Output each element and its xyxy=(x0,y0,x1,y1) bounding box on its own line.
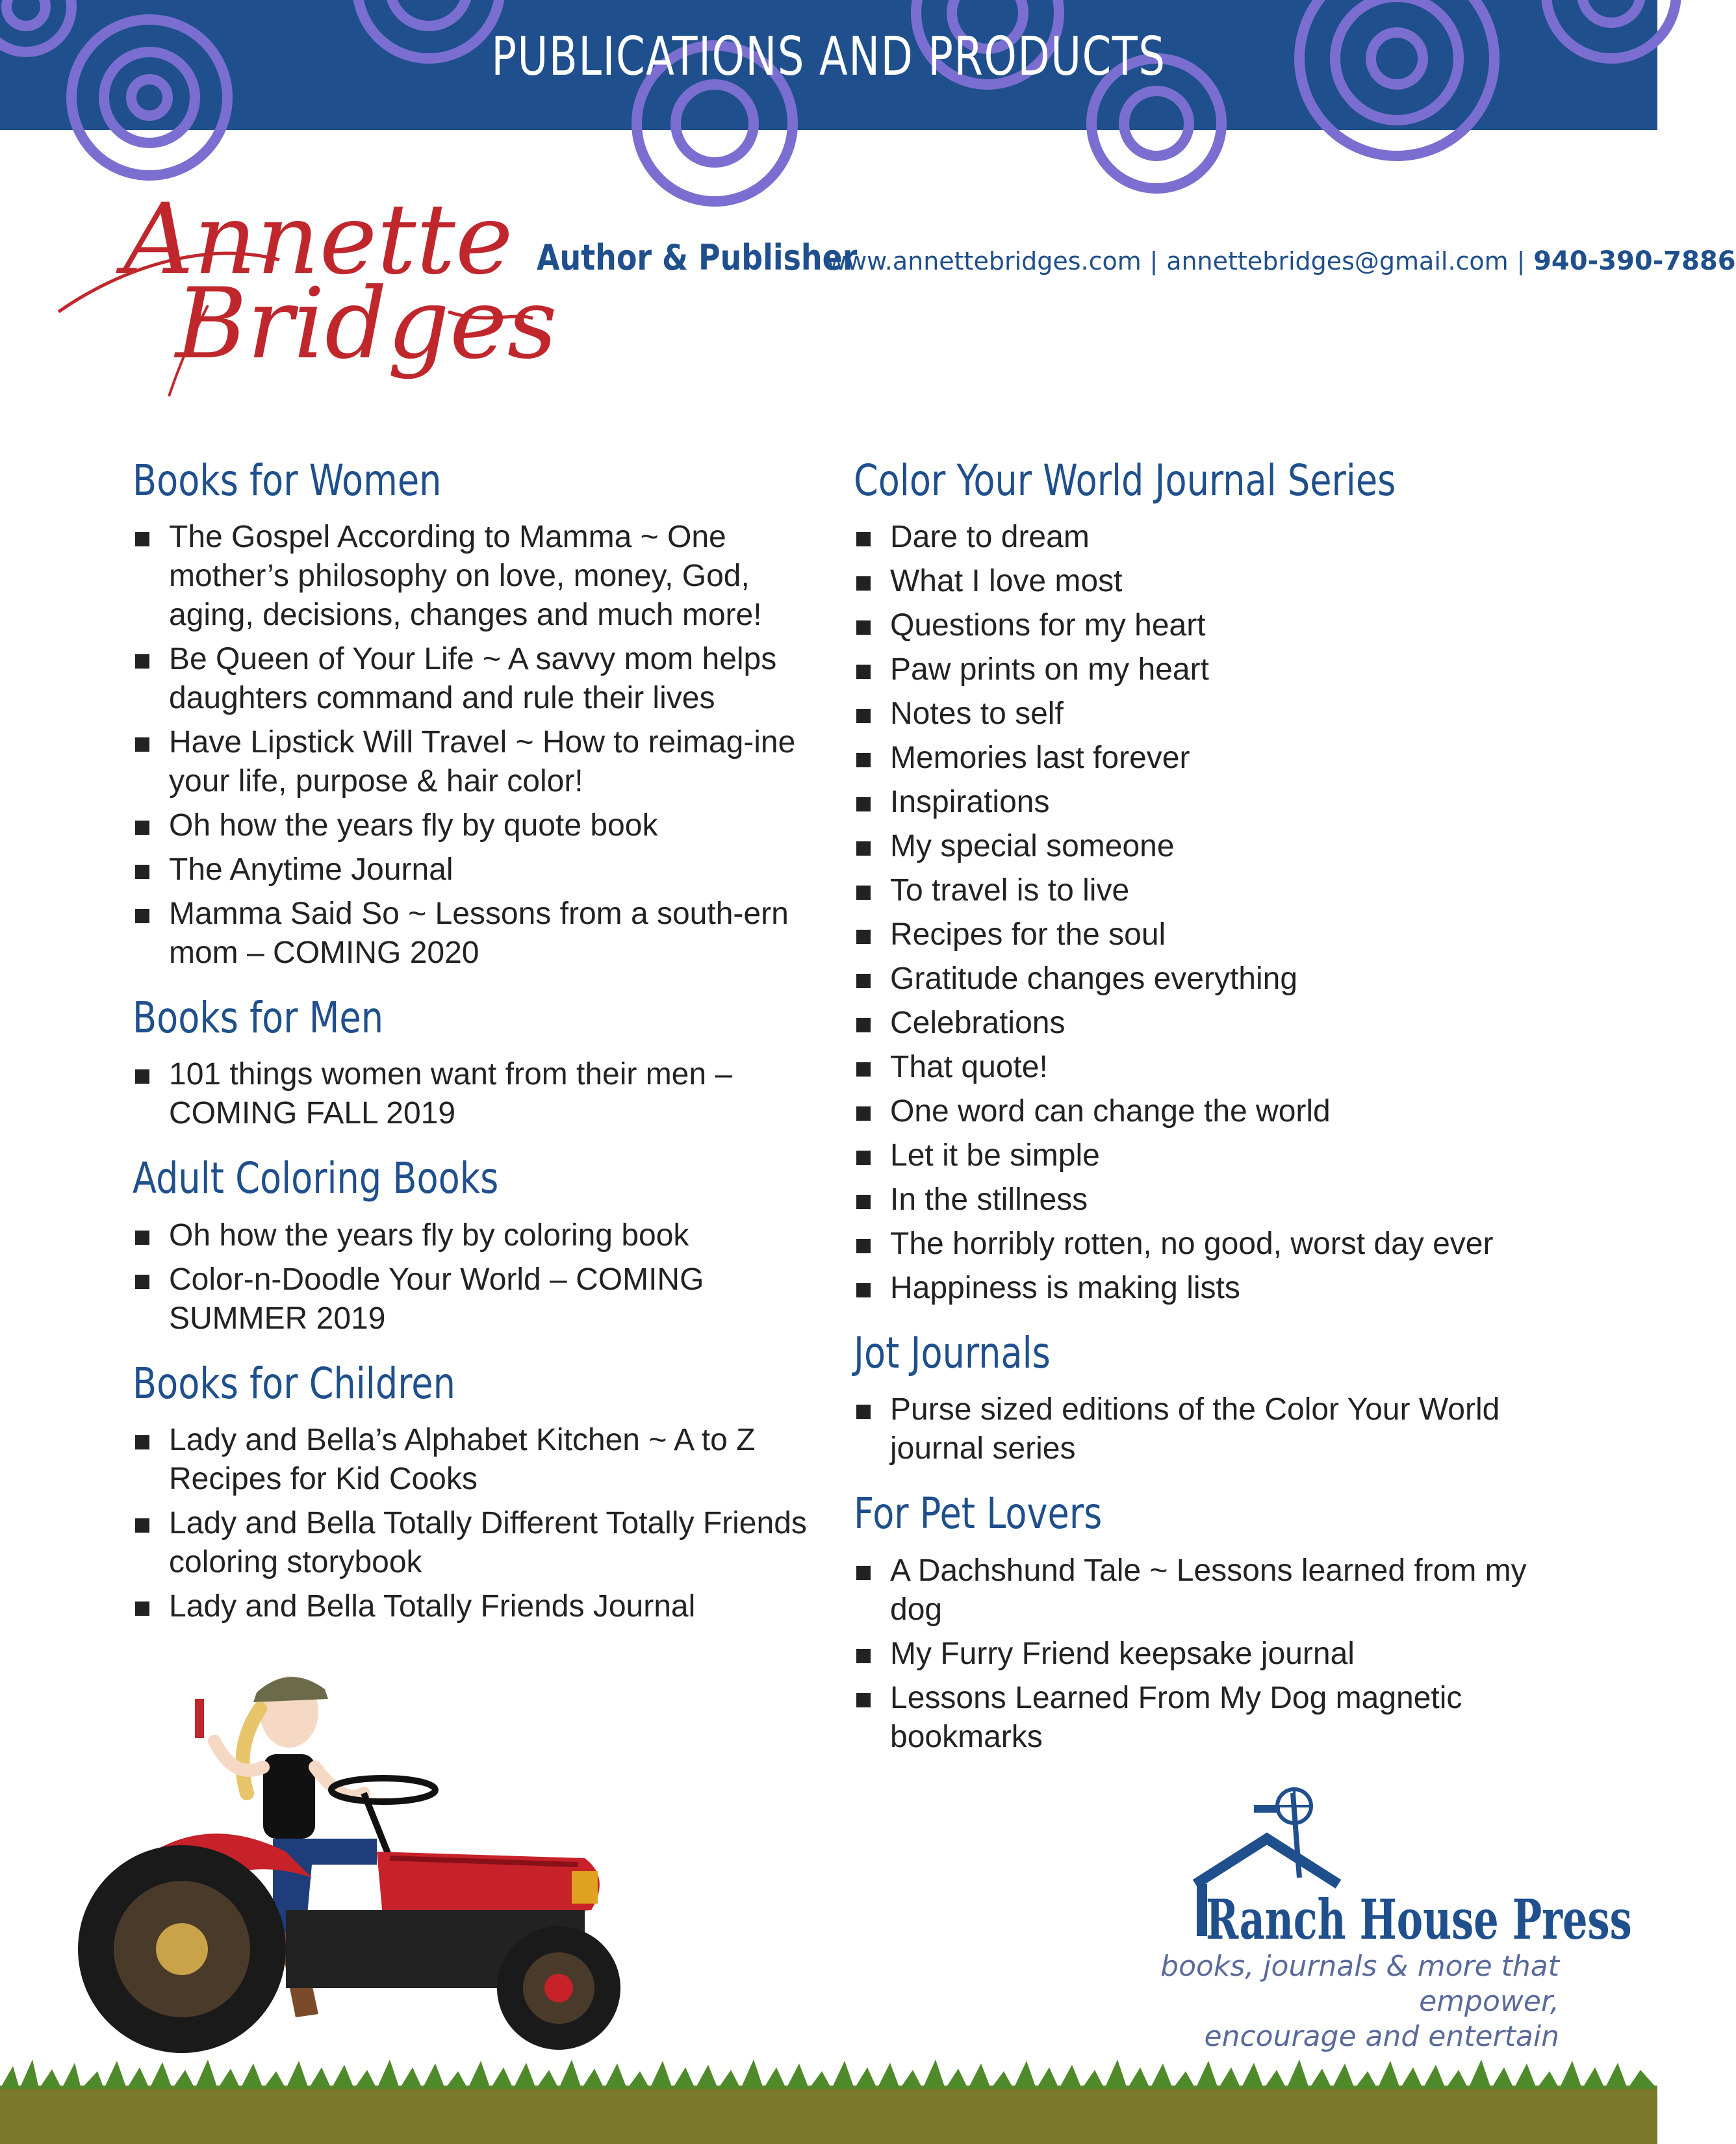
bullet-icon xyxy=(856,1649,871,1663)
list-item: Questions for my heart xyxy=(854,606,1568,645)
bullet-icon xyxy=(135,532,149,546)
author-contact-line xyxy=(537,237,1736,278)
right-column xyxy=(854,455,1568,1776)
tagline-line-2: encourage and entertain xyxy=(1204,2020,1559,2053)
list-item: Paw prints on my heart xyxy=(854,650,1568,689)
list-item: The Gospel According to Mamma ~ One mother’s philosophy on love, money, God, aging, decisions, changes and much more! xyxy=(133,518,808,635)
list-item: Notes to self xyxy=(854,695,1568,734)
bullet-icon xyxy=(135,737,149,752)
separator: | xyxy=(1517,247,1525,275)
list-item: Lady and Bella Totally Friends Journal xyxy=(133,1587,808,1626)
email-link[interactable]: annettebridges@gmail.com xyxy=(1166,247,1509,275)
annette-bridges-logo xyxy=(45,162,557,416)
section-books-for-women xyxy=(133,455,808,973)
bullet-icon xyxy=(856,1106,871,1121)
bullet-icon xyxy=(856,1693,871,1707)
list-item: Let it be simple xyxy=(854,1136,1568,1175)
list-item: Oh how the years fly by quote book xyxy=(133,806,808,845)
bullet-icon xyxy=(856,841,871,856)
bullet-icon xyxy=(856,576,871,591)
list-item: My Furry Friend keepsake journal xyxy=(854,1635,1568,1674)
section-title: Jot Journals xyxy=(854,1328,1051,1379)
grass-strip xyxy=(0,2053,1657,2144)
list-item: One word can change the world xyxy=(854,1092,1568,1131)
bullet-icon xyxy=(135,909,149,923)
bullet-icon xyxy=(856,797,871,811)
section-title: Books for Women xyxy=(133,455,442,505)
section-title: For Pet Lovers xyxy=(854,1488,1103,1539)
list-item: Lady and Bella’s Alphabet Kitchen ~ A to Z Recipes for Kid Cooks xyxy=(133,1421,808,1499)
logo-first-name: Annette xyxy=(123,183,513,296)
list-item: Inspirations xyxy=(854,783,1568,822)
section-for-pet-lovers xyxy=(854,1488,1568,1756)
list-item: Color-n-Doodle Your World – COMING SUMMER 2019 xyxy=(133,1260,808,1338)
tagline-line-1: books, journals & more that empower, xyxy=(1160,1950,1559,2018)
bullet-icon xyxy=(856,886,871,900)
list-item: Lessons Learned From My Dog magnetic bookmarks xyxy=(854,1679,1568,1757)
bullet-icon xyxy=(856,709,871,723)
list-item: Memories last forever xyxy=(854,739,1568,778)
bullet-icon xyxy=(135,1231,149,1245)
left-column xyxy=(133,455,808,1646)
list-item: Happiness is making lists xyxy=(854,1269,1568,1308)
bullet-icon xyxy=(856,930,871,944)
list-item: Have Lipstick Will Travel ~ How to reimag-ine your life, purpose & hair color! xyxy=(133,723,808,801)
bullet-icon xyxy=(856,1283,871,1297)
logo-last-name: Bridges xyxy=(175,268,557,381)
list-item: In the stillness xyxy=(854,1180,1568,1219)
website-link[interactable]: www.annettebridges.com xyxy=(826,247,1142,275)
bullet-icon xyxy=(856,974,871,988)
section-adult-coloring-books xyxy=(133,1153,808,1338)
bullet-icon xyxy=(856,1566,871,1580)
section-title: Books for Men xyxy=(133,993,384,1043)
list-item: Dare to dream xyxy=(854,518,1568,557)
list-item: Be Queen of Your Life ~ A savvy mom helps daughters command and rule their lives xyxy=(133,640,808,718)
bullet-icon xyxy=(135,865,149,879)
press-name: Ranch House Press xyxy=(1206,1887,1632,1952)
bullet-icon xyxy=(856,1062,871,1077)
list-item: Recipes for the soul xyxy=(854,915,1568,954)
list-item: Celebrations xyxy=(854,1004,1568,1043)
bullet-icon xyxy=(856,1151,871,1165)
banner-title: PUBLICATIONS AND PRODUCTS xyxy=(491,26,1166,88)
bullet-icon xyxy=(856,665,871,679)
author-role: Author & Publisher xyxy=(537,237,858,278)
section-jot-journals xyxy=(854,1327,1568,1468)
bullet-icon xyxy=(135,1518,149,1533)
list-item: 101 things women want from their men – COMING FALL 2019 xyxy=(133,1055,808,1133)
bullet-icon xyxy=(135,821,149,835)
header-banner xyxy=(0,0,1657,130)
section-color-your-world xyxy=(854,455,1568,1308)
bullet-icon xyxy=(135,1275,149,1289)
bullet-icon xyxy=(856,753,871,767)
list-item: The Anytime Journal xyxy=(133,850,808,889)
bullet-icon xyxy=(135,1602,149,1616)
bullet-icon xyxy=(856,1405,871,1419)
list-item: Oh how the years fly by coloring book xyxy=(133,1216,808,1255)
phone-number: 940-390-7886 xyxy=(1533,246,1736,276)
section-books-for-men xyxy=(133,992,808,1133)
list-item: Purse sized editions of the Color Your World journal series xyxy=(854,1390,1568,1468)
bullet-icon xyxy=(856,1195,871,1209)
bullet-icon xyxy=(135,1435,149,1449)
list-item: Mamma Said So ~ Lessons from a south-ern mom – COMING 2020 xyxy=(133,895,808,973)
bullet-icon xyxy=(135,654,149,669)
list-item: Lady and Bella Totally Different Totally Friends coloring storybook xyxy=(133,1504,808,1582)
list-item: The horribly rotten, no good, worst day ever xyxy=(854,1225,1568,1264)
section-title: Books for Children xyxy=(133,1358,455,1409)
bullet-icon xyxy=(856,1239,871,1253)
list-item: Gratitude changes everything xyxy=(854,960,1568,999)
list-item: My special someone xyxy=(854,827,1568,866)
list-item: That quote! xyxy=(854,1048,1568,1087)
list-item: A Dachshund Tale ~ Lessons learned from my dog xyxy=(854,1551,1568,1629)
bullet-icon xyxy=(856,532,871,546)
bullet-icon xyxy=(856,620,871,635)
list-item: What I love most xyxy=(854,562,1568,601)
woman-on-tractor-illustration xyxy=(39,1663,663,2053)
bullet-icon xyxy=(135,1069,149,1084)
section-books-for-children xyxy=(133,1358,808,1626)
section-title: Adult Coloring Books xyxy=(133,1153,499,1204)
press-tagline xyxy=(1117,1949,1559,2054)
bullet-icon xyxy=(856,1018,871,1032)
separator: | xyxy=(1150,247,1158,275)
section-title: Color Your World Journal Series xyxy=(854,455,1396,505)
list-item: To travel is to live xyxy=(854,871,1568,910)
